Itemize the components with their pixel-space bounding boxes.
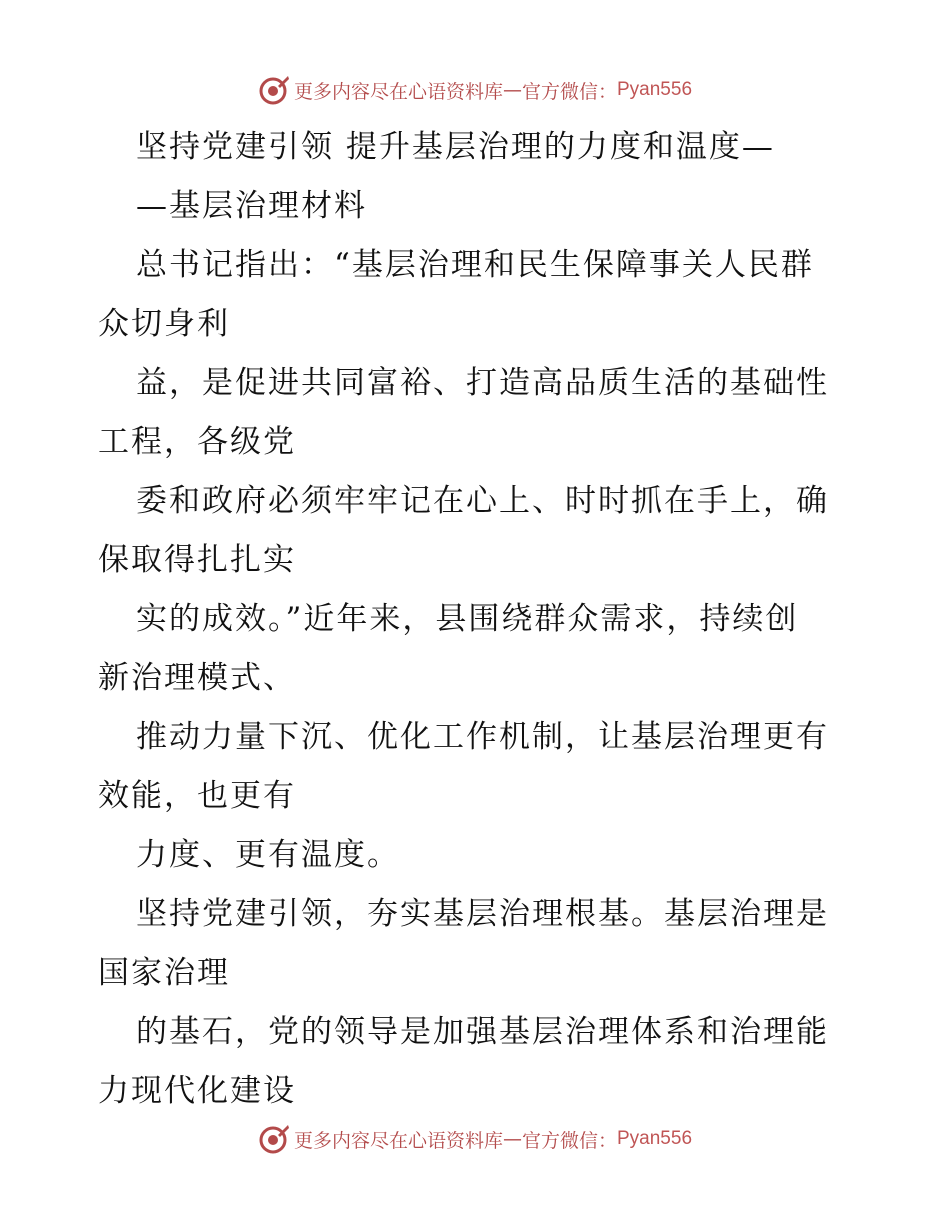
paragraph-line: 众切身利 xyxy=(98,306,230,342)
pen-circle-logo-icon xyxy=(258,1123,290,1155)
banner-separator: — xyxy=(502,1128,522,1150)
paragraph-line: 益，是促进共同富裕、打造高品质生活的基础性 xyxy=(136,365,829,401)
paragraph-line: 委和政府必须牢牢记在心上、时时抓在手上，确 xyxy=(136,483,829,519)
paragraph-line: 效能，也更有 xyxy=(98,778,296,814)
paragraph-line: 总书记指出：“基层治理和民生保障事关人民群 xyxy=(136,247,814,283)
paragraph-line: 实的成效。”近年来，县围绕群众需求，持续创 xyxy=(136,601,799,637)
paragraph-line: 力度、更有温度。 xyxy=(136,837,400,873)
pen-circle-logo-icon xyxy=(258,74,290,106)
banner-wechat-label: 官方微信： xyxy=(521,80,617,103)
banner-brand-text: 更多内容尽在心语资料库 xyxy=(293,80,503,103)
title-line-2: —基层治理材料 xyxy=(136,188,367,224)
paragraph-line: 推动力量下沉、优化工作机制，让基层治理更有 xyxy=(136,719,829,755)
document-body xyxy=(98,118,858,1121)
banner-wechat-id: Pyan556 xyxy=(617,79,693,100)
paragraph-line: 工程，各级党 xyxy=(98,424,296,460)
paragraph-line: 新治理模式、 xyxy=(98,660,296,696)
paragraph-line: 坚持党建引领，夯实基层治理根基。基层治理是 xyxy=(136,896,829,932)
header-banner xyxy=(0,70,950,110)
banner-brand-text: 更多内容尽在心语资料库 xyxy=(293,1129,503,1152)
paragraph-line: 的基石，党的领导是加强基层治理体系和治理能 xyxy=(136,1014,829,1050)
banner-wechat-id: Pyan556 xyxy=(617,1128,693,1149)
paragraph-line: 保取得扎扎实 xyxy=(98,542,296,578)
banner-separator: — xyxy=(502,79,522,101)
paragraph-line: 国家治理 xyxy=(98,955,230,991)
paragraph-line: 力现代化建设 xyxy=(98,1073,296,1109)
title-line-1: 坚持党建引领 提升基层治理的力度和温度— xyxy=(136,129,775,165)
banner-wechat-label: 官方微信： xyxy=(521,1129,617,1152)
footer-banner xyxy=(0,1119,950,1159)
